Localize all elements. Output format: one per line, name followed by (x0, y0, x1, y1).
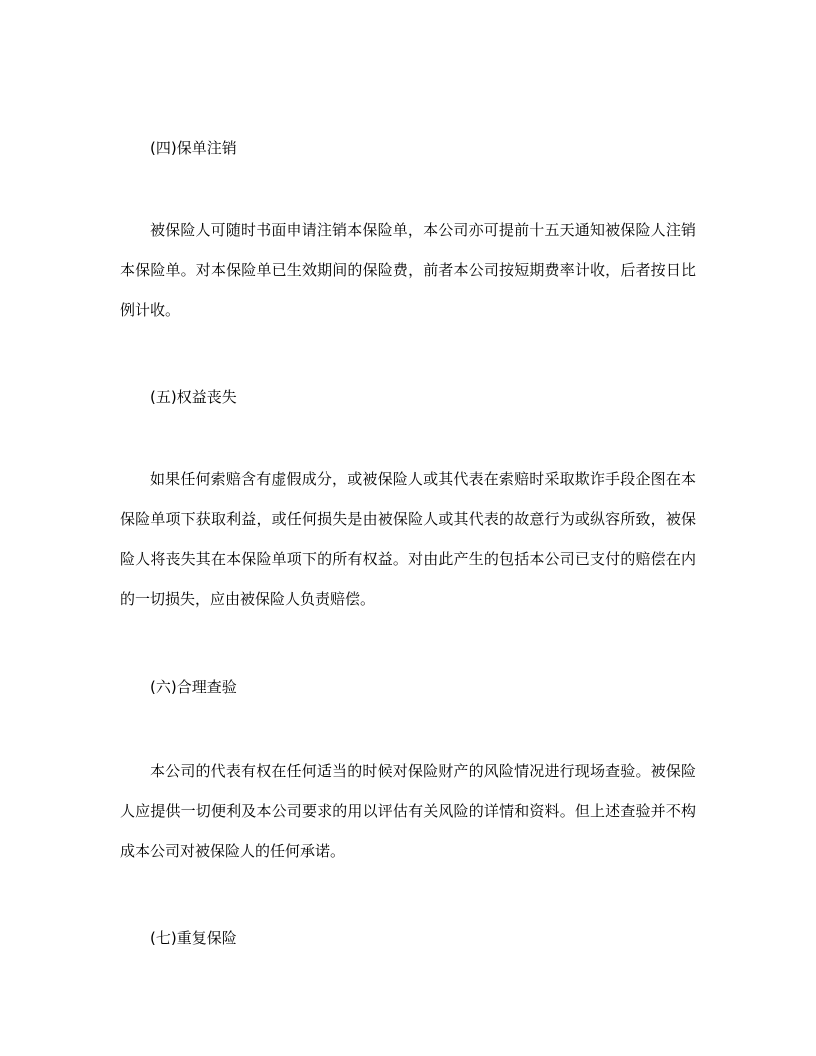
section-heading-inspection: (六)合理查验 (150, 678, 237, 696)
section-paragraph-cancellation: 被保险人可随时书面申请注销本保险单，本公司亦可提前十五天通知被保险人注销本保险单。对本保险单已生效期间的保险费，前者本公司按短期费率计收，后者按日比例计收。 (120, 221, 696, 319)
section-paragraph-inspection: 本公司的代表有权在任何适当的时候对保险财产的风险情况进行现场查验。被保险人应提供一切便利及本公司要求的用以评估有关风险的详情和资料。但上述查验并不构成本公司对被保险人的任何承诺。 (120, 762, 696, 860)
section-paragraph-forfeiture: 如果任何索赔含有虚假成分，或被保险人或其代表在索赔时采取欺诈手段企图在本保险单项下获取利益，或任何损失是由被保险人或其代表的故意行为或纵容所致，被保险人将丧失其在本保险单项下的所有权益。对由此产生的包括本公司已支付的赔偿在内的一切损失，应由被保险人负责赔偿。 (120, 470, 696, 608)
section-heading-cancellation: (四)保单注销 (150, 139, 237, 157)
section-heading-forfeiture: (五)权益丧失 (150, 388, 237, 406)
section-heading-duplicate-insurance: (七)重复保险 (150, 929, 237, 947)
